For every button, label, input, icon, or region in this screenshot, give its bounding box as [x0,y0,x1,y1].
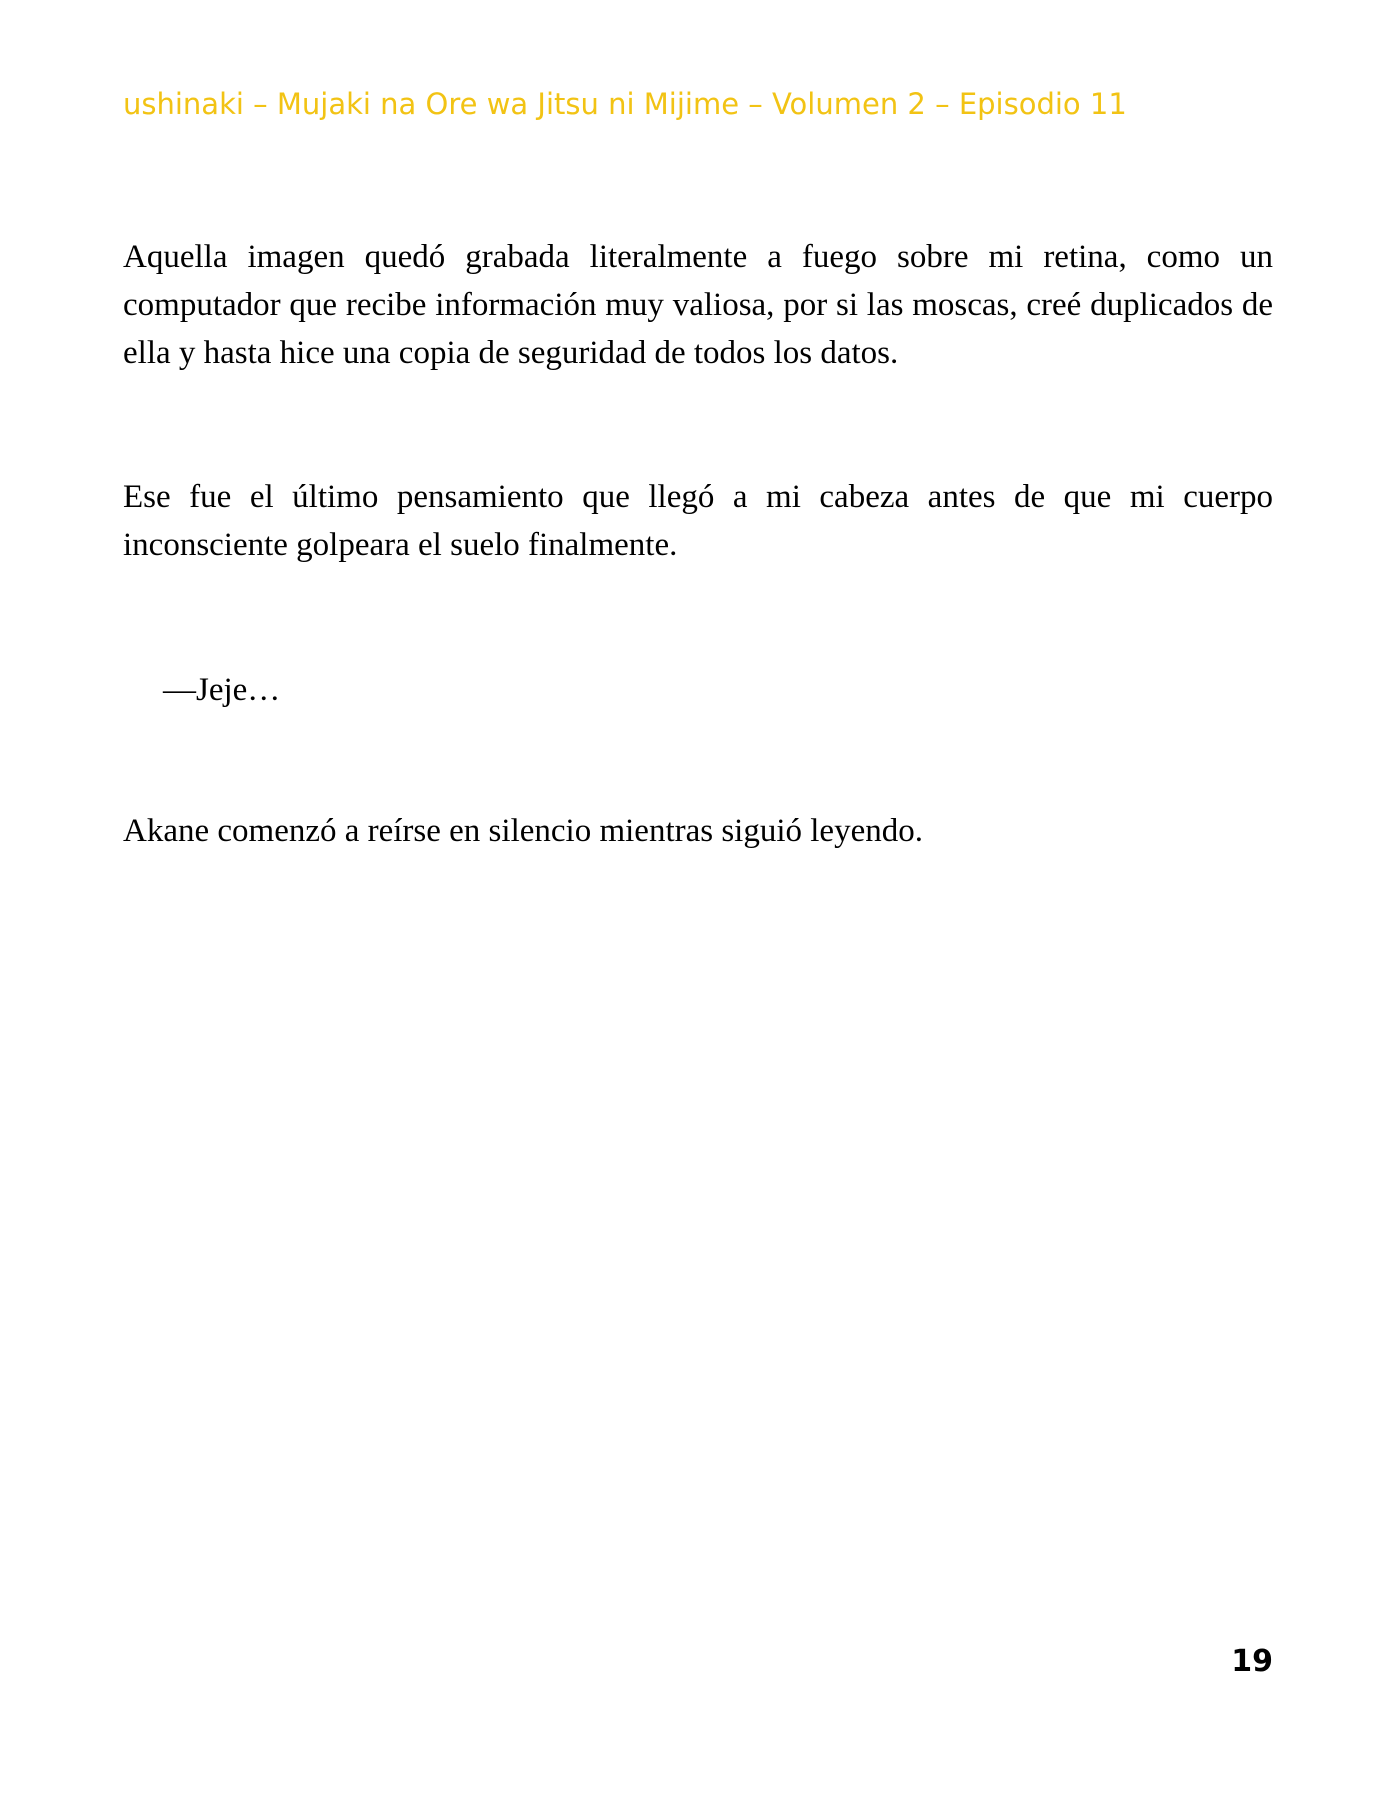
paragraph-1: Aquella imagen quedó grabada literalmente a fuego sobre mi retina, como un computador que recibe información muy valiosa, por si las moscas, creé duplicados de ella y hasta hice una copia de seguridad de todos los datos. [123,239,1273,371]
page-number: 19 [1231,1644,1273,1679]
paragraph-2: Ese fue el último pensamiento que llegó a mi cabeza antes de que mi cuerpo inconsciente golpeara el suelo finalmente. [123,479,1273,563]
dialogue-line: —Jeje… [163,672,281,708]
paragraph-4: Akane comenzó a reírse en silencio mientras siguió leyendo. [123,813,923,849]
running-header: ushinaki – Mujaki na Ore wa Jitsu ni Mijime – Volumen 2 – Episodio 11 [123,87,1127,121]
